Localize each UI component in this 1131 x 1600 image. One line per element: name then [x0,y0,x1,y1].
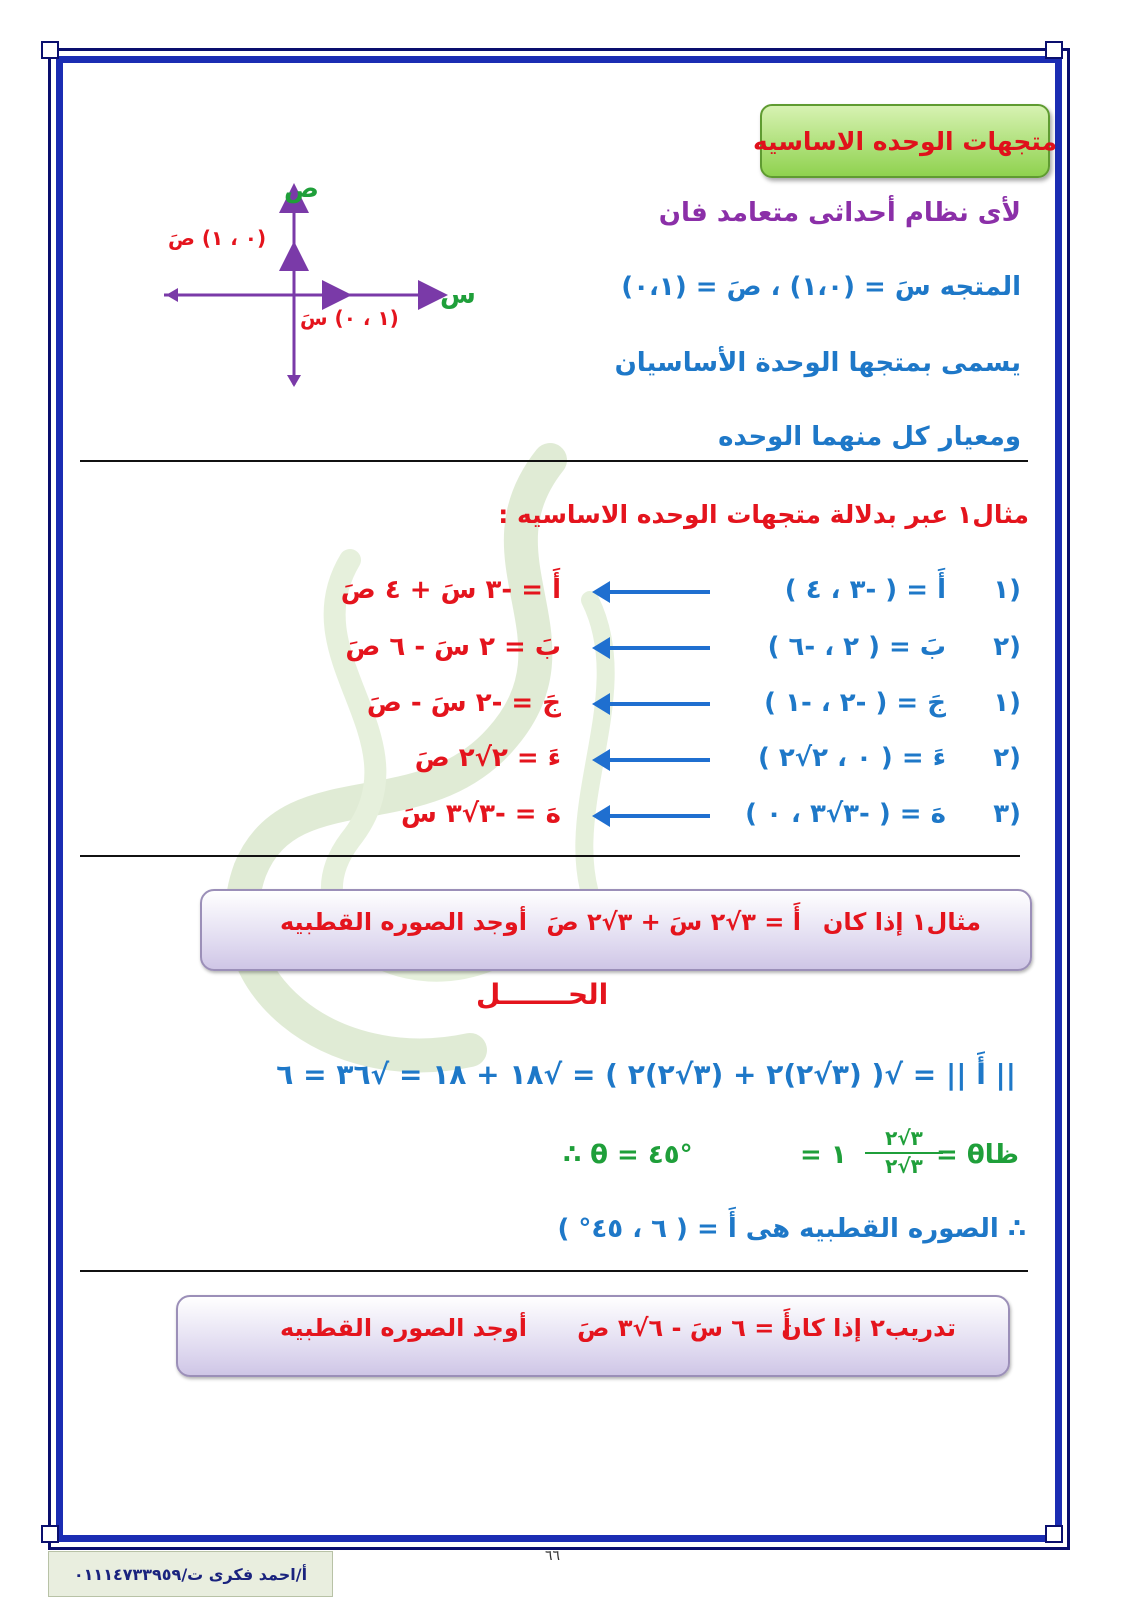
intro-line-2: المتجه سَ = (١،٠) ، صَ = (٠،١) [621,272,1021,302]
example1-row-coords: ءَ = ( ٠ ، ٢√٢ ) [757,743,946,773]
example1-row-num: ٢) [993,743,1021,773]
frame-corner [41,1525,59,1543]
polar-form-answer: ∴ الصوره القطبيه هى أَ = ( ٦ ، ٤٥° ) [557,1214,1026,1244]
unit-i-coords: (١ ، ٠) سَ [300,306,399,330]
tan-denominator: ٣√٢ [885,1154,923,1178]
example1-row-num: ١) [993,575,1021,605]
solution-heading: الحـــــــل [476,978,609,1011]
arrow-left-icon [606,814,710,818]
intro-line-4: ومعيار كل منهما الوحده [718,422,1021,452]
theta-value: ∴ θ = ٤٥° [563,1140,693,1170]
divider [80,1270,1028,1272]
tan-fraction [865,1126,943,1178]
example1-row-coords: جَ = ( -٢ ، -١ ) [764,688,946,718]
norm-equation: || أَ || = √( (٣√٢)٢ + (٣√٢)٢ ) = √١٨ + ١٨ = √٣٦ = ٦ [276,1058,1016,1091]
frame-corner [41,41,59,59]
section-title-text: متجهات الوحده الاساسيه [752,126,1058,156]
example1-row-vector: ءَ = ٢√٢ صَ [414,743,561,773]
exercise-task: أوجد الصوره القطبيه [280,1314,527,1342]
arrow-left-icon [606,758,710,762]
arrow-left-icon [606,646,710,650]
intro-line-1: لأى نظام أحداثى متعامد فان [658,198,1021,228]
unit-j-coords: (٠ ، ١) صَ [168,226,267,250]
tan-rhs: = ١ [800,1140,847,1170]
frame-corner [1045,41,1063,59]
example1-row-vector: بَ = ٢ سَ - ٦ صَ [345,632,561,662]
example1-row-coords: بَ = ( ٢ ، -٦ ) [767,632,946,662]
example1-row-vector: أَ = -٣ سَ + ٤ صَ [340,575,561,605]
divider [80,460,1028,462]
example1-row-num: ٢) [993,632,1021,662]
example1-row-num: ٣) [993,799,1021,829]
x-axis-label: س [440,280,476,310]
page-number: ٦٦ [545,1548,561,1564]
example1-row-coords: هَ = ( -٣√٣ ، ٠ ) [745,799,946,829]
intro-line-3: يسمى بمتجها الوحدة الأساسيان [614,348,1021,378]
example1-row-coords: أَ = ( -٣ ، ٤ ) [784,575,946,605]
example1-row-vector: هَ = -٣√٣ سَ [400,799,561,829]
author-footer [48,1551,333,1597]
example2-label: مثال١ إذا كان [822,908,981,936]
exercise-expression: أَ = ٦ سَ - ٦√٣ صَ [577,1314,791,1342]
divider [80,855,1020,857]
author-footer-text: أ/احمد فكرى ت/٠١١١٤٧٣٣٩٥٩ [73,1564,308,1584]
arrow-left-icon [606,590,710,594]
section-title [752,104,1058,178]
frame-corner [1045,1525,1063,1543]
exercise-label: تدريب٢ إذا كان [781,1314,956,1342]
example1-row-num: ١) [993,688,1021,718]
y-axis-label: ص [284,174,319,204]
example1-row-vector: جَ = -٢ سَ - صَ [366,688,561,718]
example2-expression: أَ = ٣√٢ سَ + ٣√٢ صَ [546,908,801,936]
tan-numerator: ٣√٢ [865,1126,943,1154]
example2-task: أوجد الصوره القطبيه [280,908,527,936]
example1-heading: مثال١ عبر بدلالة متجهات الوحده الاساسيه : [498,500,1029,529]
tan-lhs: ظاθ = [936,1140,1019,1170]
arrow-left-icon [606,702,710,706]
